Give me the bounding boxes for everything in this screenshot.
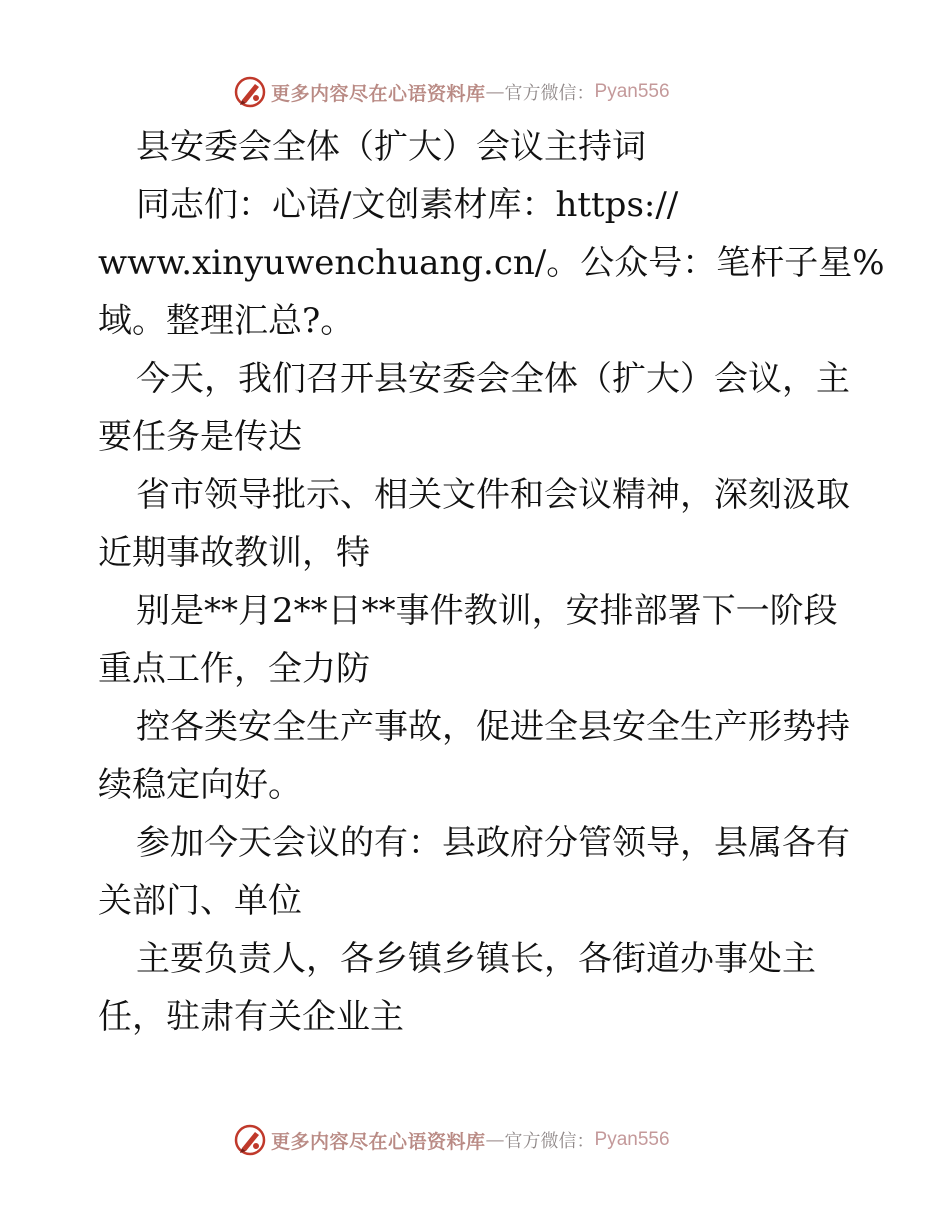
text-line: 省市领导批示、相关文件和会议精神，深刻汲取 <box>136 475 850 515</box>
text-line: 任，驻肃有关企业主 <box>98 997 404 1037</box>
text-line: 重点工作，全力防 <box>98 649 370 689</box>
watermark-wechat-label: 官方微信： <box>504 83 595 104</box>
watermark-wechat-label: 官方微信： <box>504 1131 595 1152</box>
text-line: 控各类安全生产事故，促进全县安全生产形势持 <box>136 707 850 747</box>
text-line: 主要负责人，各乡镇乡镇长，各街道办事处主 <box>136 939 816 979</box>
text-line: 参加今天会议的有：县政府分管领导，县属各有 <box>136 823 850 863</box>
text-line: 域。整理汇总?。 <box>98 301 355 341</box>
text-line: 续稳定向好。 <box>98 765 302 805</box>
text-line: 今天，我们召开县安委会全体（扩大）会议，主 <box>136 359 850 399</box>
pen-logo-icon <box>233 75 267 109</box>
text-line: 别是**月2**日**事件教训，安排部署下一阶段 <box>136 591 838 631</box>
watermark-wechat-id: Pyan556 <box>594 81 670 102</box>
watermark-separator: — <box>485 1129 505 1151</box>
pen-logo-icon <box>233 1123 267 1157</box>
watermark-wechat-id: Pyan556 <box>594 1129 670 1150</box>
text-line: www.xinyuwenchuang.cn/。公众号：笔杆子星% <box>98 243 885 283</box>
text-line: 关部门、单位 <box>98 881 302 921</box>
watermark-separator: — <box>485 81 505 103</box>
watermark-main-text: 更多内容尽在心语资料库 <box>271 1130 486 1153</box>
watermark-main-text: 更多内容尽在心语资料库 <box>271 82 486 105</box>
text-line: 要任务是传达 <box>98 417 302 457</box>
text-line: 近期事故教训，特 <box>98 533 370 573</box>
footer-watermark <box>0 1120 950 1160</box>
header-watermark <box>0 72 950 112</box>
document-body <box>98 118 885 1046</box>
text-line: 同志们：心语/文创素材库：https:// <box>136 185 679 225</box>
document-title: 县安委会全体（扩大）会议主持词 <box>136 127 646 167</box>
